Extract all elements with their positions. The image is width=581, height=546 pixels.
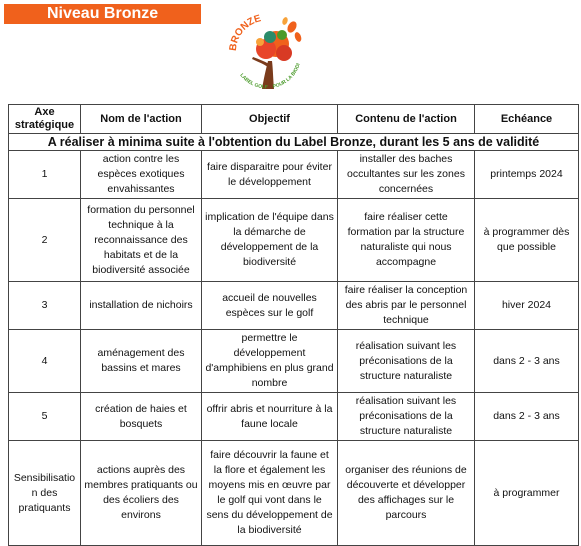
header-row (9, 105, 579, 134)
cell-echeance: à programmer (475, 441, 579, 546)
level-heading: Niveau Bronze (4, 4, 201, 24)
header-axe: Axe stratégique (9, 105, 81, 134)
cell-axe: Sensibilisatio n des pratiquants (9, 441, 81, 546)
cell-axe: 3 (9, 282, 81, 330)
header-echeance: Echéance (475, 105, 579, 134)
cell-contenu: installer des baches occultantes sur les zones concernées (338, 151, 475, 199)
cell-objectif: implication de l'équipe dans la démarche de développement de la biodiversité (202, 199, 338, 282)
cell-objectif: faire découvrir la faune et la flore et également les moyens mis en œuvre par le golf qui vont dans le sens du développement de la biodiversité (202, 441, 338, 546)
cell-objectif: faire disparaitre pour éviter le développement (202, 151, 338, 199)
cell-nom: création de haies et bosquets (81, 393, 202, 441)
banner-row (9, 134, 579, 151)
table-row (9, 151, 579, 199)
cell-echeance: printemps 2024 (475, 151, 579, 199)
cell-echeance: dans 2 - 3 ans (475, 330, 579, 393)
svg-text:LABEL GOLF POUR LA BIODIVERSIT: LABEL GOLF POUR LA BIODI (238, 62, 302, 91)
logo-graphic (222, 11, 312, 101)
banner-text: A réaliser à minima suite à l'obtention du Label Bronze, durant les 5 ans de validité (9, 134, 579, 151)
cell-echeance: à programmer dès que possible (475, 199, 579, 282)
cell-echeance: dans 2 - 3 ans (475, 393, 579, 441)
cell-axe: 2 (9, 199, 81, 282)
header-nom: Nom de l'action (81, 105, 202, 134)
cell-axe: 1 (9, 151, 81, 199)
cell-axe: 4 (9, 330, 81, 393)
cell-contenu: faire réaliser cette formation par la structure naturaliste qui nous accompagne (338, 199, 475, 282)
table-row (9, 393, 579, 441)
cell-echeance: hiver 2024 (475, 282, 579, 330)
header-objectif: Objectif (202, 105, 338, 134)
cell-nom: action contre les espèces exotiques envahissantes (81, 151, 202, 199)
cell-nom: installation de nichoirs (81, 282, 202, 330)
cell-contenu: réalisation suivant les préconisations de la structure naturaliste (338, 330, 475, 393)
cell-contenu: organiser des réunions de découverte et développer des affichages sur le parcours (338, 441, 475, 546)
action-plan-table (8, 104, 579, 546)
table-row (9, 441, 579, 546)
cell-axe: 5 (9, 393, 81, 441)
svg-text:BRONZE: BRONZE (227, 13, 263, 52)
bronze-label-logo (222, 11, 312, 101)
table-row (9, 282, 579, 330)
cell-objectif: accueil de nouvelles espèces sur le golf (202, 282, 338, 330)
cell-objectif: offrir abris et nourriture à la faune locale (202, 393, 338, 441)
table-row (9, 330, 579, 393)
header-contenu: Contenu de l'action (338, 105, 475, 134)
cell-objectif: permettre le développement d'amphibiens en plus grand nombre (202, 330, 338, 393)
cell-contenu: faire réaliser la conception des abris par le personnel technique (338, 282, 475, 330)
cell-nom: formation du personnel technique à la reconnaissance des habitats et de la biodiversité associée (81, 199, 202, 282)
cell-nom: aménagement des bassins et mares (81, 330, 202, 393)
table-row (9, 199, 579, 282)
cell-nom: actions auprès des membres pratiquants ou des écoliers des environs (81, 441, 202, 546)
cell-contenu: réalisation suivant les préconisations de la structure naturaliste (338, 393, 475, 441)
